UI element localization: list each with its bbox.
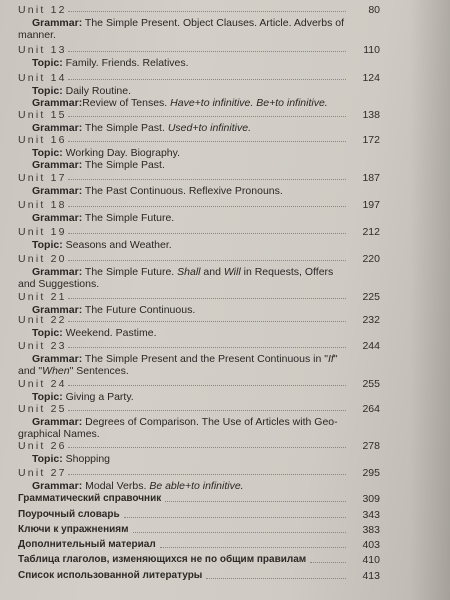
dot-leader (68, 474, 346, 475)
page-number: 343 (362, 509, 380, 521)
page-number: 255 (362, 378, 380, 390)
page-number: 212 (362, 226, 380, 238)
entry-description (18, 428, 380, 440)
entry-text: The Simple Past. (82, 122, 168, 134)
entry-text: in Requests, Offers (240, 266, 334, 278)
dot-leader (68, 347, 346, 348)
unit-label: Unit 25 (18, 403, 67, 415)
entry-description (18, 212, 380, 224)
entry-label: Grammar: (32, 97, 83, 109)
unit-label: Unit 27 (18, 467, 67, 479)
unit-heading-line (18, 403, 380, 416)
page-number: 124 (362, 72, 380, 84)
unit-label: Unit 21 (18, 291, 67, 303)
entry-text: Will (223, 266, 241, 278)
entry-text: Degrees of Comparison. The Use of Articles with Geo- (82, 416, 338, 428)
unit-heading-line (18, 44, 380, 57)
toc-entry[interactable] (18, 403, 380, 440)
entry-text: The Simple Future. (82, 266, 178, 278)
entry-text: and (200, 266, 224, 278)
dot-leader (310, 562, 346, 563)
entry-label: Topic: (32, 147, 63, 159)
page-number: 244 (362, 340, 380, 352)
dot-leader (68, 321, 346, 322)
page-number: 225 (362, 291, 380, 303)
page-number: 383 (362, 524, 380, 536)
appendix-title: Таблица глаголов, изменяющихся не по общим правилам (18, 554, 307, 565)
dot-leader (206, 578, 346, 579)
entry-description (18, 29, 380, 41)
toc-entry[interactable] (18, 44, 380, 69)
unit-label: Unit 18 (18, 199, 67, 211)
dot-leader (68, 206, 346, 207)
entry-description (18, 353, 380, 365)
entry-text: The Simple Present. Object Clauses. Article. Adverbs of (82, 17, 345, 29)
entry-description (18, 85, 380, 97)
unit-label: Unit 16 (18, 134, 67, 146)
unit-label: Unit 17 (18, 172, 67, 184)
unit-heading-line (18, 340, 380, 353)
toc-entry[interactable] (18, 134, 380, 171)
unit-heading-line (18, 134, 380, 147)
appendix-entry[interactable] (18, 554, 380, 567)
entry-label: Grammar: (32, 17, 83, 29)
page-number: 138 (362, 109, 380, 121)
appendix-entry[interactable] (18, 539, 380, 552)
unit-heading-line (18, 109, 380, 122)
dot-leader (68, 410, 346, 411)
entry-label: Topic: (32, 85, 63, 97)
page-number: 410 (362, 554, 380, 566)
page-number: 110 (363, 44, 380, 56)
entry-description (18, 266, 380, 278)
page-number: 413 (362, 570, 380, 582)
dot-leader (68, 298, 346, 299)
dot-leader (68, 51, 346, 52)
unit-label: Unit 24 (18, 378, 67, 390)
toc-entry[interactable] (18, 253, 380, 290)
toc-entry[interactable] (18, 199, 380, 224)
entry-label: Topic: (32, 453, 63, 465)
unit-label: Unit 22 (18, 314, 67, 326)
dot-leader (160, 547, 346, 548)
unit-label: Unit 23 (18, 340, 67, 352)
entry-text: Review of Tenses. (82, 97, 171, 109)
toc-entry[interactable] (18, 440, 380, 465)
entry-text: Modal Verbs. (82, 480, 150, 492)
dot-leader (68, 116, 346, 117)
entry-label: Topic: (32, 327, 63, 339)
page-number: 295 (362, 467, 380, 479)
entry-description (18, 391, 380, 403)
page-number: 278 (362, 440, 380, 452)
entry-text: Working Day. Biography. (62, 147, 181, 159)
entry-text: graphical Names. (18, 428, 100, 440)
dot-leader (124, 517, 346, 518)
page-number: 80 (368, 4, 380, 16)
appendix-entry[interactable] (18, 524, 380, 537)
toc-entry[interactable] (18, 314, 380, 339)
entry-description (18, 122, 380, 134)
page-number: 264 (362, 403, 380, 415)
entry-description (18, 327, 380, 339)
entry-label: Grammar: (32, 480, 83, 492)
page-number: 172 (362, 134, 380, 146)
appendix-entry[interactable] (18, 493, 380, 506)
page-number: 187 (362, 172, 380, 184)
appendix-title: Грамматический справочник (18, 493, 162, 504)
entry-label: Grammar: (32, 353, 83, 365)
entry-text: The Future Continuous. (82, 304, 196, 316)
toc-entry[interactable] (18, 467, 380, 492)
toc-entry[interactable] (18, 4, 380, 41)
unit-label: Unit 14 (18, 72, 67, 84)
entry-description (18, 97, 380, 109)
dot-leader (68, 141, 346, 142)
entry-description (18, 416, 380, 428)
entry-text: When (42, 365, 70, 377)
page-number: 197 (362, 199, 380, 211)
entry-text: and " (18, 365, 43, 377)
entry-text: Used+to infinitive. (167, 122, 251, 134)
entry-label: Grammar: (32, 159, 83, 171)
entry-description (18, 159, 380, 171)
entry-text: Family. Friends. Relatives. (62, 57, 189, 69)
entry-text: The Past Continuous. Reflexive Pronouns. (82, 185, 283, 197)
unit-heading-line (18, 72, 380, 85)
appendix-title: Поурочный словарь (18, 509, 120, 520)
entry-label: Topic: (32, 239, 63, 251)
appendix-title: Список использованной литературы (18, 570, 203, 581)
entry-text: The Simple Present and the Present Continuous in " (82, 353, 328, 365)
dot-leader (68, 447, 346, 448)
entry-text: The Simple Future. (82, 212, 175, 224)
entry-text: Shall (177, 266, 201, 278)
unit-heading-line (18, 440, 380, 453)
entry-label: Topic: (32, 391, 63, 403)
dot-leader (68, 79, 346, 80)
toc-entry[interactable] (18, 72, 380, 109)
dot-leader (68, 11, 346, 12)
dot-leader (68, 233, 346, 234)
unit-heading-line (18, 4, 380, 17)
entry-text: Be able+to infinitive. (149, 480, 244, 492)
unit-heading-line (18, 378, 380, 391)
page-number: 220 (362, 253, 380, 265)
page-number: 232 (362, 314, 380, 326)
dot-leader (165, 501, 346, 502)
toc-entry[interactable] (18, 172, 380, 197)
toc-entry[interactable] (18, 109, 380, 134)
entry-description (18, 57, 380, 69)
page-number: 403 (362, 539, 380, 551)
unit-label: Unit 26 (18, 440, 67, 452)
appendix-entry[interactable] (18, 509, 380, 522)
appendix-entry[interactable] (18, 570, 380, 583)
unit-heading-line (18, 467, 380, 480)
entry-label: Grammar: (32, 212, 83, 224)
unit-heading-line (18, 253, 380, 266)
entry-text: If (327, 353, 334, 365)
page-number: 309 (362, 493, 380, 505)
entry-description (18, 365, 380, 377)
entry-label: Grammar: (32, 304, 83, 316)
entry-text: manner. (18, 29, 56, 41)
entry-text: Daily Routine. (62, 85, 131, 97)
unit-label: Unit 15 (18, 109, 67, 121)
entry-text: " (333, 353, 338, 365)
entry-text: " Sentences. (69, 365, 129, 377)
entry-text: Shopping (62, 453, 111, 465)
unit-label: Unit 20 (18, 253, 67, 265)
entry-description (18, 480, 380, 492)
dot-leader (68, 385, 346, 386)
entry-text: Have+to infinitive. Be+to infinitive. (170, 97, 328, 109)
entry-text: Weekend. Pastime. (62, 327, 157, 339)
entry-text: The Simple Past. (82, 159, 165, 171)
unit-heading-line (18, 226, 380, 239)
entry-label: Grammar: (32, 122, 83, 134)
unit-heading-line (18, 314, 380, 327)
entry-description (18, 453, 380, 465)
unit-label: Unit 19 (18, 226, 67, 238)
unit-label: Unit 13 (18, 44, 67, 56)
toc-entry[interactable] (18, 291, 380, 316)
entry-label: Grammar: (32, 185, 83, 197)
entry-description (18, 239, 380, 251)
dot-leader (68, 260, 346, 261)
unit-label: Unit 12 (18, 4, 67, 16)
entry-text: and Suggestions. (18, 278, 100, 290)
entry-text: Giving a Party. (62, 391, 134, 403)
unit-heading-line (18, 199, 380, 212)
entry-description (18, 185, 380, 197)
entry-text: Seasons and Weather. (62, 239, 172, 251)
toc-entry[interactable] (18, 378, 380, 403)
appendix-title: Ключи к упражнениям (18, 524, 129, 535)
toc-entry[interactable] (18, 340, 380, 377)
dot-leader (133, 532, 346, 533)
entry-description (18, 17, 380, 29)
entry-label: Grammar: (32, 416, 83, 428)
entry-label: Grammar: (32, 266, 83, 278)
entry-description (18, 147, 380, 159)
toc-entry[interactable] (18, 226, 380, 251)
page-edge-shadow (410, 0, 450, 600)
entry-label: Topic: (32, 57, 63, 69)
dot-leader (68, 179, 346, 180)
entry-description (18, 278, 380, 290)
unit-heading-line (18, 172, 380, 185)
unit-heading-line (18, 291, 380, 304)
appendix-title: Дополнительный материал (18, 539, 156, 550)
